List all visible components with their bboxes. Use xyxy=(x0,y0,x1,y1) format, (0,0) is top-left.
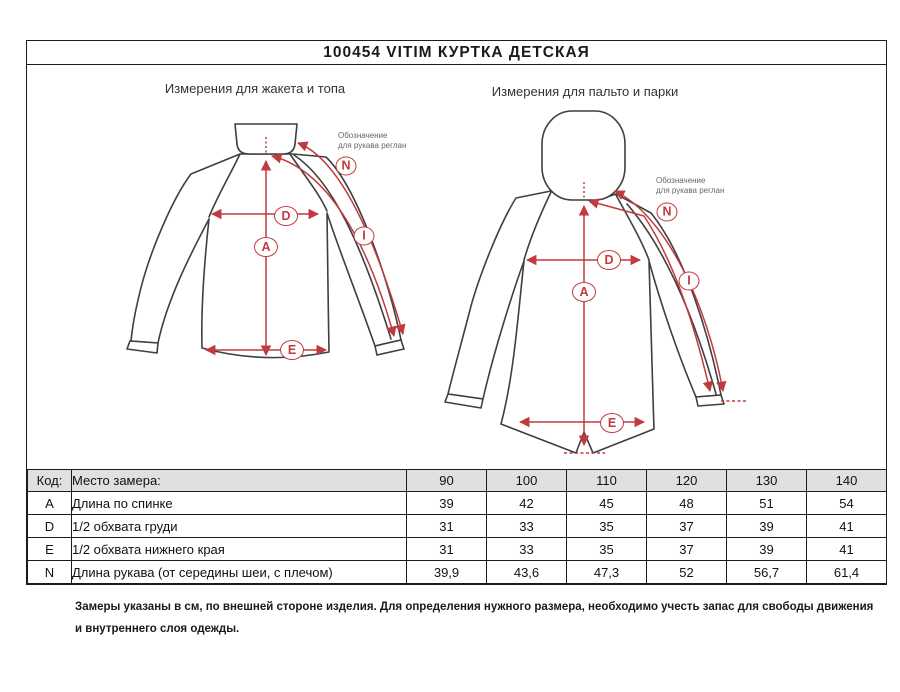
col-header-size-110: 110 xyxy=(567,470,647,492)
footnote-line1: Замеры указаны в см, по внешней стороне изделия. Для определения нужного размера, необходимо учесть запас для свободы движения xyxy=(75,601,874,613)
cell-value: 33 xyxy=(487,538,567,561)
cell-value: 39,9 xyxy=(407,561,487,584)
marker-n-parka: N xyxy=(657,203,678,222)
raglan-note-parka-line2: для рукава реглан xyxy=(656,186,725,195)
row-code: E xyxy=(28,538,72,561)
cell-value: 52 xyxy=(647,561,727,584)
marker-e-jacket: E xyxy=(280,340,304,360)
marker-d-jacket: D xyxy=(274,206,298,226)
cell-value: 35 xyxy=(567,515,647,538)
raglan-note-jacket-line1: Обозначение xyxy=(338,131,388,140)
footnote xyxy=(75,596,875,640)
cell-value: 43,6 xyxy=(487,561,567,584)
col-header-size-90: 90 xyxy=(407,470,487,492)
marker-n-jacket: N xyxy=(336,157,357,176)
marker-a-jacket: A xyxy=(254,237,278,257)
cell-value: 39 xyxy=(407,492,487,515)
marker-i-parka: I xyxy=(679,272,700,291)
marker-i-jacket: I xyxy=(354,227,375,246)
raglan-note-jacket-line2: для рукава реглан xyxy=(338,141,407,150)
col-header-size-130: 130 xyxy=(727,470,807,492)
cell-value: 45 xyxy=(567,492,647,515)
cell-value: 39 xyxy=(727,515,807,538)
marker-a-parka: A xyxy=(572,282,596,302)
col-header-size-100: 100 xyxy=(487,470,567,492)
cell-value: 56,7 xyxy=(727,561,807,584)
table-row xyxy=(28,492,887,515)
size-table xyxy=(27,469,887,584)
cell-value: 61,4 xyxy=(807,561,887,584)
cell-value: 41 xyxy=(807,515,887,538)
col-header-size-120: 120 xyxy=(647,470,727,492)
size-table-header-row xyxy=(28,470,887,492)
cell-value: 35 xyxy=(567,538,647,561)
row-place: 1/2 обхвата груди xyxy=(72,515,407,538)
parka-diagram-title: Измерения для пальто и парки xyxy=(491,84,679,99)
page-title: 100454 VITIM КУРТКА ДЕТСКАЯ xyxy=(27,41,886,65)
raglan-note-parka xyxy=(656,176,724,196)
garment-diagrams-svg xyxy=(27,65,886,469)
col-header-size-140: 140 xyxy=(807,470,887,492)
row-place: Длина по спинке xyxy=(72,492,407,515)
diagrams-panel xyxy=(27,65,886,469)
cell-value: 51 xyxy=(727,492,807,515)
cell-value: 37 xyxy=(647,515,727,538)
raglan-note-parka-line1: Обозначение xyxy=(656,176,706,185)
col-header-place: Место замера: xyxy=(72,470,407,492)
cell-value: 31 xyxy=(407,538,487,561)
marker-e-parka: E xyxy=(600,413,624,433)
row-code: N xyxy=(28,561,72,584)
cell-value: 42 xyxy=(487,492,567,515)
cell-value: 41 xyxy=(807,538,887,561)
cell-value: 33 xyxy=(487,515,567,538)
cell-value: 39 xyxy=(727,538,807,561)
marker-d-parka: D xyxy=(597,250,621,270)
row-place: Длина рукава (от середины шеи, с плечом) xyxy=(72,561,407,584)
row-code: A xyxy=(28,492,72,515)
raglan-note-jacket xyxy=(338,131,406,151)
col-header-code: Код: xyxy=(28,470,72,492)
cell-value: 31 xyxy=(407,515,487,538)
table-row xyxy=(28,561,887,584)
spec-frame xyxy=(26,40,887,585)
table-row xyxy=(28,538,887,561)
cell-value: 47,3 xyxy=(567,561,647,584)
footnote-line2: и внутреннего слоя одежды. xyxy=(75,623,240,635)
cell-value: 48 xyxy=(647,492,727,515)
cell-value: 54 xyxy=(807,492,887,515)
cell-value: 37 xyxy=(647,538,727,561)
table-row xyxy=(28,515,887,538)
row-code: D xyxy=(28,515,72,538)
row-place: 1/2 обхвата нижнего края xyxy=(72,538,407,561)
jacket-diagram-title: Измерения для жакета и топа xyxy=(164,81,346,96)
